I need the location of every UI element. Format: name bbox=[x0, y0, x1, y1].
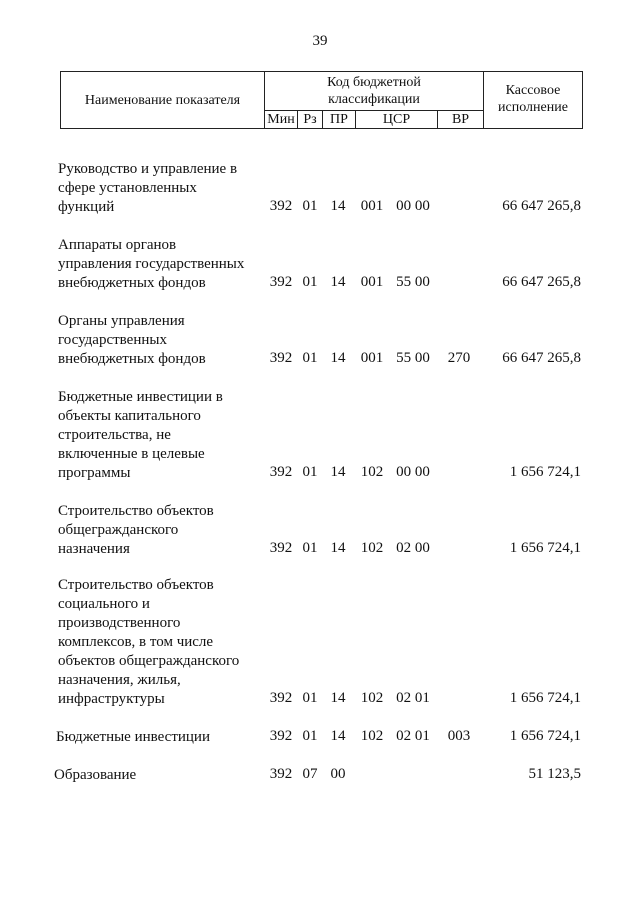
row-name: Органы управления государственных внебюджетных фондов bbox=[58, 313, 206, 367]
row-rz: 07 bbox=[302, 766, 318, 782]
row-min: 392 bbox=[269, 540, 293, 556]
row-csr-part1: 001 bbox=[360, 350, 384, 366]
row-rz: 01 bbox=[302, 464, 318, 480]
row-rz: 01 bbox=[302, 198, 318, 214]
row-rz: 01 bbox=[302, 690, 318, 706]
row-rz: 01 bbox=[302, 274, 318, 290]
row-min: 392 bbox=[269, 728, 293, 744]
row-csr-part1: 001 bbox=[360, 198, 384, 214]
row-pr: 14 bbox=[330, 464, 346, 480]
row-vr: 003 bbox=[447, 728, 471, 744]
row-name: Бюджетные инвестиции bbox=[56, 729, 210, 745]
header-sum-label-2: исполнение bbox=[498, 100, 568, 115]
row-csr-part2: 55 00 bbox=[396, 274, 430, 290]
row-csr-part2: 02 01 bbox=[396, 728, 430, 744]
row-csr-part2: 02 01 bbox=[396, 690, 430, 706]
row-name: Бюджетные инвестиции в объекты капитального строительства, не включенные в целевые программы bbox=[58, 389, 223, 481]
row-pr: 14 bbox=[330, 690, 346, 706]
row-min: 392 bbox=[269, 274, 293, 290]
row-csr-part1: 102 bbox=[360, 464, 384, 480]
row-sum: 1 656 724,1 bbox=[509, 540, 581, 556]
row-min: 392 bbox=[269, 198, 293, 214]
header-name-label: Наименование показателя bbox=[84, 93, 241, 108]
row-pr: 14 bbox=[330, 350, 346, 366]
row-pr: 14 bbox=[330, 728, 346, 744]
header-pr-label: ПР bbox=[330, 112, 348, 127]
row-sum: 1 656 724,1 bbox=[509, 728, 581, 744]
row-pr: 14 bbox=[330, 274, 346, 290]
page-number: 39 bbox=[312, 33, 328, 49]
header-code-label-2: классификации bbox=[328, 92, 420, 107]
header-rz-label: Рз bbox=[303, 112, 317, 127]
header-sum-label-1: Кассовое bbox=[505, 83, 561, 98]
row-pr: 14 bbox=[330, 198, 346, 214]
row-pr: 00 bbox=[330, 766, 346, 782]
row-csr-part1: 102 bbox=[360, 690, 384, 706]
row-name: Аппараты органов управления государственных внебюджетных фондов bbox=[58, 237, 245, 291]
row-pr: 14 bbox=[330, 540, 346, 556]
row-csr-part1: 001 bbox=[360, 274, 384, 290]
row-sum: 66 647 265,8 bbox=[502, 350, 581, 366]
row-csr-part2: 55 00 bbox=[396, 350, 430, 366]
row-csr-part1: 102 bbox=[360, 728, 384, 744]
header-code-label-1: Код бюджетной bbox=[327, 75, 421, 90]
row-min: 392 bbox=[269, 350, 293, 366]
row-csr-part2: 02 00 bbox=[396, 540, 430, 556]
header-vr-label: ВР bbox=[451, 112, 470, 127]
row-sum: 1 656 724,1 bbox=[509, 464, 581, 480]
header-min-label: Мин bbox=[267, 112, 295, 127]
row-min: 392 bbox=[269, 464, 293, 480]
row-name: Строительство объектов общегражданского назначения bbox=[58, 503, 214, 557]
row-name: Образование bbox=[54, 767, 137, 783]
row-min: 392 bbox=[269, 766, 293, 782]
header-csr-label: ЦСР bbox=[382, 112, 411, 127]
row-vr: 270 bbox=[447, 350, 471, 366]
row-rz: 01 bbox=[302, 540, 318, 556]
row-sum: 1 656 724,1 bbox=[509, 690, 581, 706]
row-csr-part2: 00 00 bbox=[396, 464, 430, 480]
row-csr-part2: 00 00 bbox=[396, 198, 430, 214]
row-name: Руководство и управление в сфере установленных функций bbox=[58, 161, 238, 215]
row-min: 392 bbox=[269, 690, 293, 706]
row-name: Строительство объектов социального и производственного комплексов, в том числе объектов общегражданского назначения, жилья, инфраструктуры bbox=[58, 577, 240, 707]
row-sum: 66 647 265,8 bbox=[502, 274, 581, 290]
row-csr-part1: 102 bbox=[360, 540, 384, 556]
row-sum: 66 647 265,8 bbox=[502, 198, 581, 214]
row-rz: 01 bbox=[302, 350, 318, 366]
row-rz: 01 bbox=[302, 728, 318, 744]
row-sum: 51 123,5 bbox=[528, 766, 581, 782]
